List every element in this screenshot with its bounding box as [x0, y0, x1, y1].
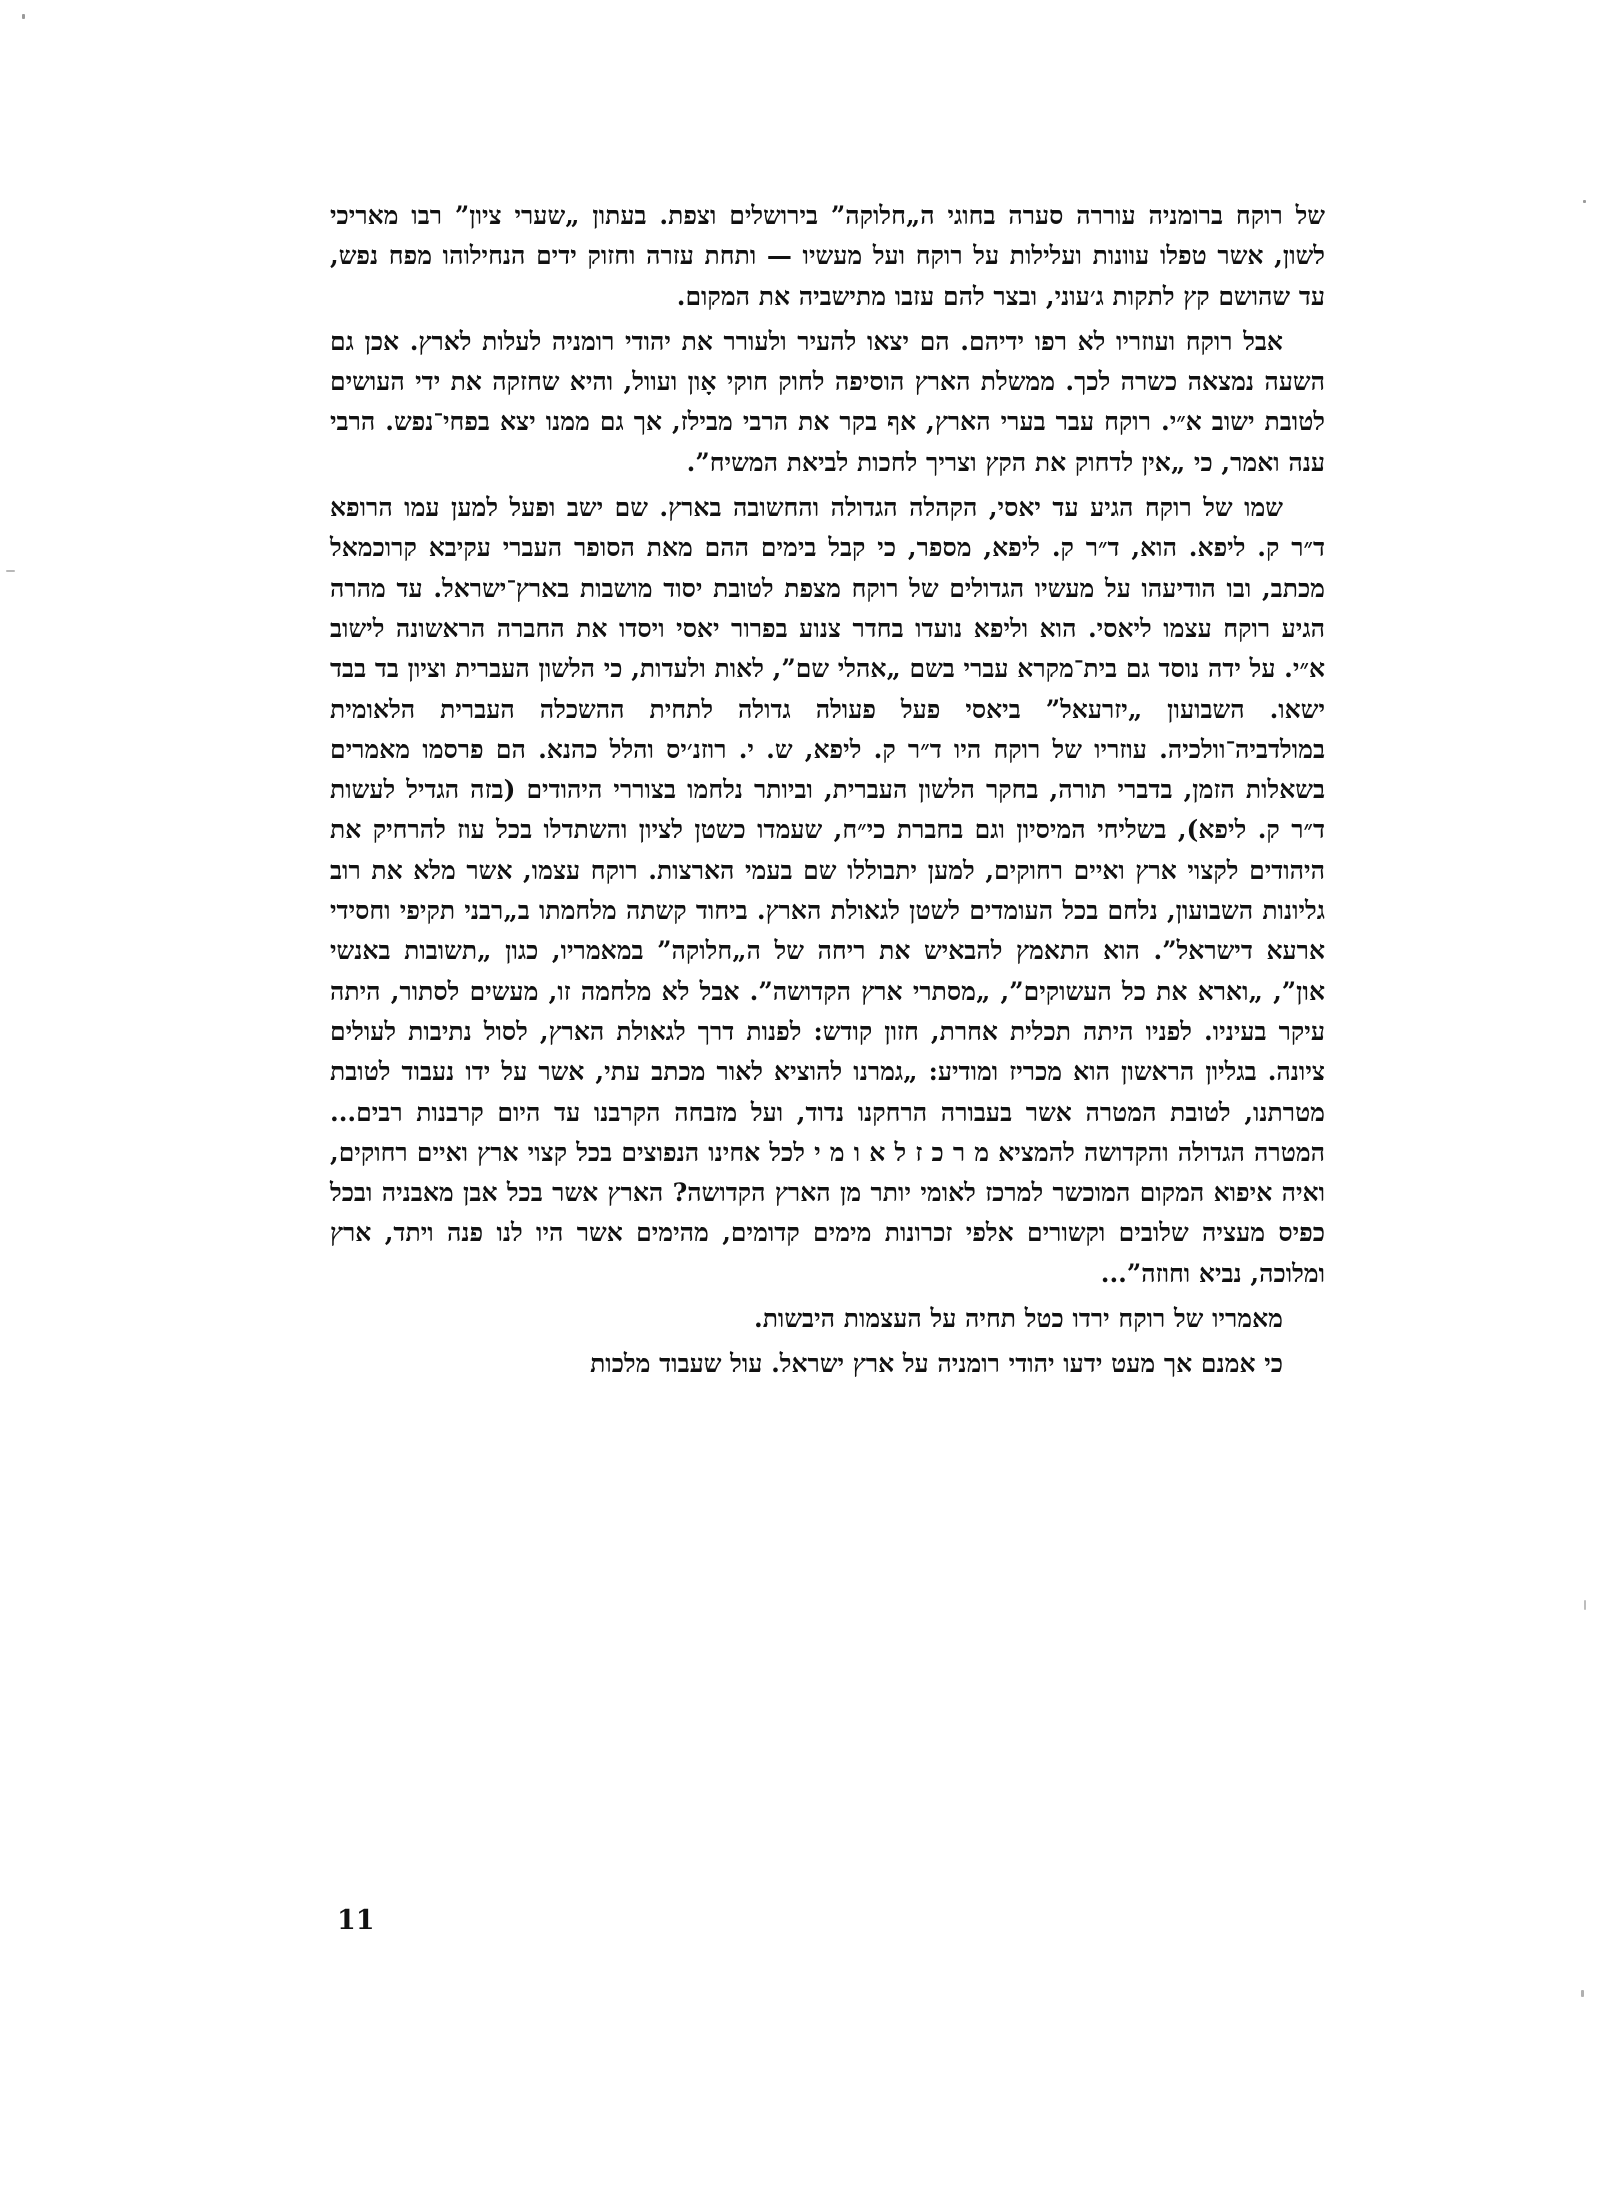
paragraph-5: כי אמנם אך מעט ידעו יהודי רומניה על ארץ ישראל. עול שעבוד מלכות — [590, 1349, 1283, 1379]
scan-speck — [22, 14, 25, 19]
page-number: 11 — [337, 1905, 375, 1936]
paragraph-2: אבל רוקח ועוזריו לא רפו ידיהם. הם יצאו להעיר ולעורר את יהודי רומניה לעלות לארץ. אכן גם השעה נמצאה כשרה לכך. ממשלת הארץ הוסיפה לחוק חוקי אָון ועוול, והיא שחזקה את ידי העושים לטובת ישוב א״י. רוקח עבר בערי הארץ, אף בקר את הרבי מבילז, אך גם ממנו יצא בפחי־נפש. הרבי ענה ואמר, כי „אין לדחוק את הקץ וצריך לחכות לביאת המשיח”. — [330, 326, 1325, 477]
scan-speck — [1584, 1600, 1586, 1610]
paragraph-3: שמו של רוקח הגיע עד יאסי, הקהלה הגדולה והחשובה בארץ. שם ישב ופעל למען עמו הרופא ד״ר ק. ליפא. הוא, ד״ר ק. ליפא, מספר, כי קבל בימים ההם מאת הסופר העברי עקיבא קרוכמאל מכתב, ובו הודיעהו על מעשיו הגדולים של רוקח מצפת לטובת יסוד מושבות בארץ־ישראל. עד מהרה הגיע רוקח עצמו ליאסי. הוא וליפא נועדו בחדר צנוע בפרור יאסי ויסדו את החברה הראשונה לישוב א״י. על ידה נוסד גם בית־מקרא עברי בשם „אהלי שם”, לאות ולעדות, כי הלשון העברית וציון בד בבד ישאו. השבועון „יזרעאל” ביאסי פעל פעולה גדולה לתחית ההשכלה העברית הלאומית במולדביה־וולכיה. עוזריו של רוקח היו ד״ר ק. ליפא, ש. י. רוזנ׳יס והלל כהנא. הם פרסמו מאמרים בשאלות הזמן, בדברי תורה, בחקר הלשון העברית, וביותר נלחמו בצוררי היהודים (בזה הגדיל לעשות ד״ר ק. ליפא), בשליחי המיסיון וגם בחברת כי״ח, שעמדו כשטן לציון והשתדלו בכל עוז להרחיק את היהודים לקצוי ארץ ואיים רחוקים, למען יתבוללו שם בעמי הארצות. רוקח עצמו, אשר מלא את רוב גליונות השבועון, נלחם בכל העומדים לשטן לגאולת הארץ. ביחוד קשתה מלחמתו ב„רבני תקיפי וחסידי ארעא דישראל”. הוא התאמץ להבאיש את ריחה של ה„חלוקה” במאמריו, כגון „תשובות באנשי און”, „וארא את כל העשוקים”, „מסתרי ארץ הקדושה”. אבל לא מלחמה זו, מעשים לסתור, היתה עיקר בעיניו. לפניו היתה תכלית אחרת, חזון קודש: לפנות דרך לגאולת הארץ, לסול נתיבות לעולים ציונה. בגליון הראשון הוא מכריז ומודיע: „גמרנו להוציא לאור מכתב עתי, אשר על ידו נעבוד לטובת מטרתנו, לטובת המטרה אשר בעבורה הרחקנו נדוד, ועל מזבחה הקרבנו עד היום קרבנות רבים... המטרה הגדולה והקדושה להמציא מ ר כ ז ל א ו מ י לכל אחינו הנפוצים בכל קצוי ארץ ואיים רחוקים, ואיה איפוא המקום המוכשר למרכז לאומי יותר מן הארץ הקדושה? הארץ אשר בכל אבן מאבניה ובכל כפיס מעציה שלובים וקשורים אלפי זכרונות מימים קדומים, מהימים אשר היו לנו פנה ויתד, ארץ ומלוכה, נביא וחוזה”... — [330, 493, 1325, 1288]
scan-speck — [6, 570, 15, 572]
body-text — [330, 196, 1325, 1385]
scan-speck — [1581, 1990, 1584, 1997]
paragraph-1: של רוקח ברומניה עוררה סערה בחוגי ה„חלוקה” בירושלים וצפת. בעתון „שערי ציון” רבו מאריכי לשון, אשר טפלו עוונות ועלילות על רוקח ועל מעשיו — ותחת עזרה וחזוק ידים הנחילוהו מפח נפש, עד שהושם קץ לתקות ג׳עוני, ובצר להם עזבו מתישביה את המקום. — [330, 201, 1325, 311]
scan-speck — [1583, 200, 1586, 203]
paragraph-4: מאמריו של רוקח ירדו כטל תחיה על העצמות היבשות. — [753, 1304, 1283, 1334]
